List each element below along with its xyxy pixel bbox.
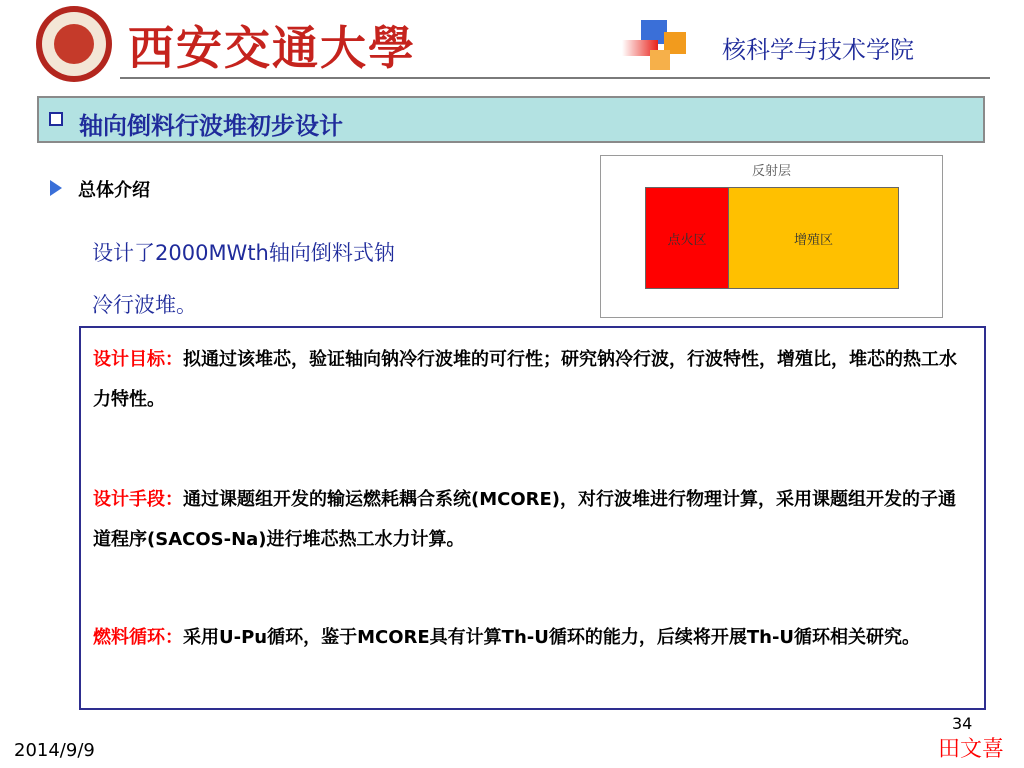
seal-emblem (54, 24, 94, 64)
decorative-square-light-orange (650, 50, 670, 70)
design-method-label: 设计手段： (93, 489, 183, 510)
checkbox-bullet-icon (49, 112, 63, 126)
intro-text (92, 227, 492, 331)
ignition-zone (645, 187, 729, 289)
fuel-cycle-label: 燃料循环： (93, 627, 183, 648)
arrow-bullet-icon (50, 180, 62, 196)
college-name: 核科学与技术学院 (722, 36, 914, 64)
core-layout-diagram (600, 155, 943, 318)
ignition-zone-label: 点火区 (667, 232, 707, 248)
reflector-label: 反射层 (751, 164, 791, 179)
design-goal-text: 拟通过该堆芯，验证轴向钠冷行波堆的可行性；研究钠冷行波，行波特性，增殖比，堆芯的热工水力特性。 (93, 349, 957, 410)
section-label: 总体介绍 (78, 180, 150, 201)
slide-title-bar (37, 96, 985, 143)
breeding-zone-label: 增殖区 (793, 232, 833, 248)
slide-title: 轴向倒料行波堆初步设计 (79, 112, 343, 140)
breeding-zone (729, 187, 899, 289)
design-goal-label: 设计目标： (93, 349, 183, 370)
design-summary-box (79, 326, 986, 710)
design-method-text: 通过课题组开发的输运燃耗耦合系统(MCORE)，对行波堆进行物理计算，采用课题组开发的子通道程序(SACOS-Na)进行堆芯热工水力计算。 (93, 489, 957, 550)
intro-line-2: 冷行波堆。 (92, 293, 197, 317)
design-method-paragraph (93, 480, 973, 560)
author-name: 田文喜 (938, 737, 1005, 762)
slide-date: 2014/9/9 (14, 740, 95, 761)
header-divider (120, 77, 990, 79)
fuel-cycle-text: 采用U-Pu循环，鉴于MCORE具有计算Th-U循环的能力，后续将开展Th-U循环相关研究。 (183, 627, 921, 648)
design-goal-paragraph (93, 340, 973, 420)
university-seal-logo (36, 6, 112, 82)
university-name-logo: 西安交通大學 (128, 21, 416, 75)
intro-line-1: 设计了2000MWth轴向倒料式钠 (92, 241, 395, 265)
fuel-cycle-paragraph (93, 618, 973, 658)
page-number: 34 (952, 714, 973, 733)
